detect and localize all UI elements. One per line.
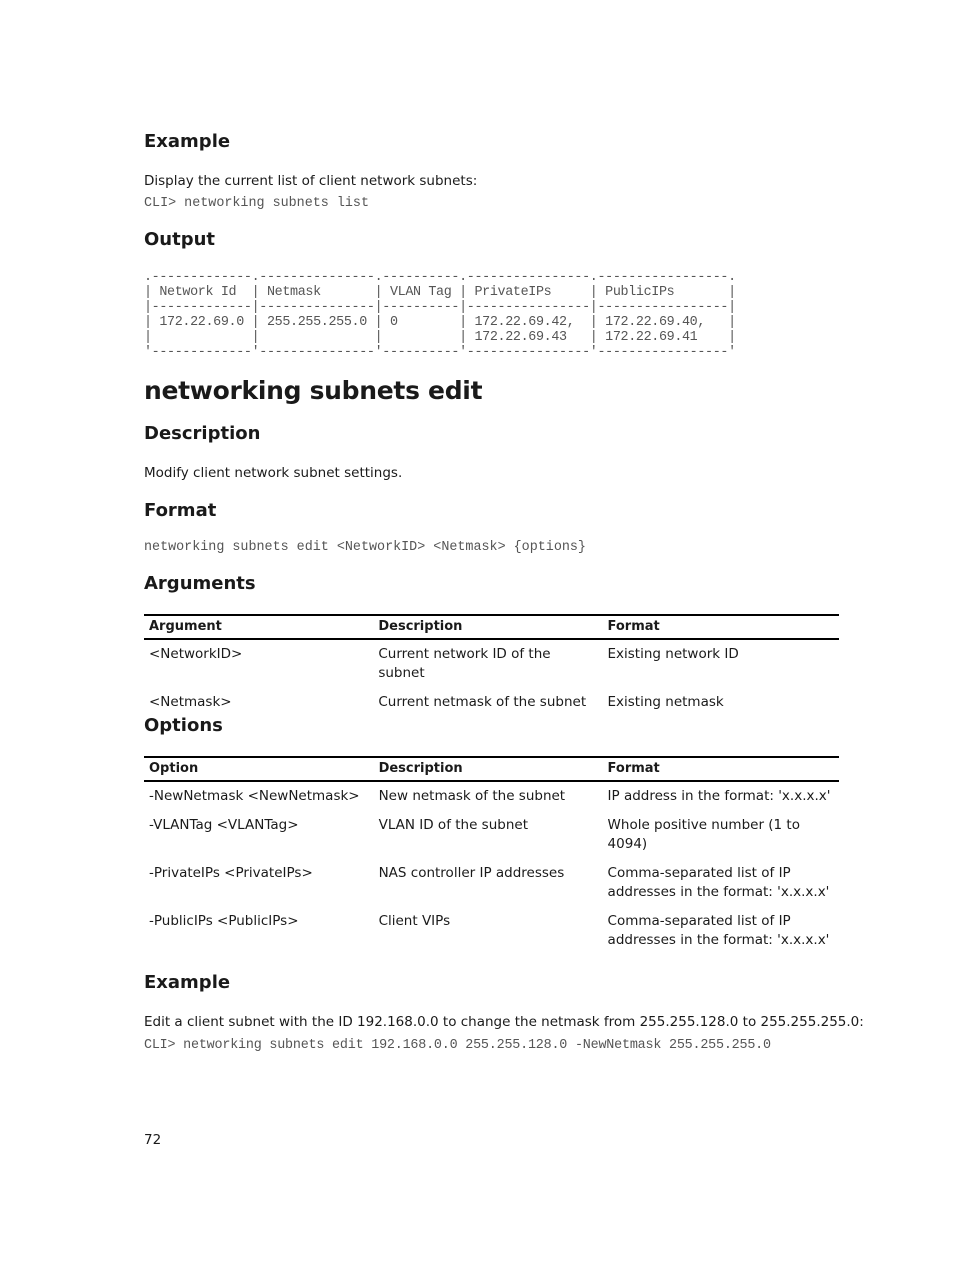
table-cell: Client VIPs [378,913,451,929]
table-cell: -VLANTag <VLANTag> [149,817,299,833]
table-row [144,781,839,811]
table-cell: New netmask of the subnet [378,788,566,804]
table-cell: Existing network ID [607,646,739,662]
column-header: Option [144,757,374,781]
table-cell: Current netmask of the subnet [378,694,587,710]
table-row [144,811,839,859]
example-heading: Example [144,972,231,993]
description-heading: Description [144,423,261,444]
example-text: Display the current list of client network subnets: [144,173,478,189]
table-cell: -PublicIPs <PublicIPs> [149,913,299,929]
column-header: Format [603,757,839,781]
format-command: networking subnets edit <NetworkID> <Netmask> {options} [144,540,586,555]
table-cell: <NetworkID> [149,646,243,662]
table-header-row [144,757,839,781]
table-row [144,688,839,717]
table-cell: -NewNetmask <NewNetmask> [149,788,360,804]
table-cell: Comma-separated list of IP addresses in the format: 'x.x.x.x' [607,913,830,948]
column-header: Argument [144,615,373,639]
table-cell: Comma-separated list of IP addresses in the format: 'x.x.x.x' [607,865,830,900]
options-table [144,756,839,955]
output-heading: Output [144,229,216,250]
output-table: .-------------.---------------.----------.----------------.-----------------. | Network Id | Netmask | VLAN Tag | PrivateIPs | PublicIPs | |-------------|---------------|----------|----------------|-----------------| | 172.22.69.0 | 255.255.255.0 | 0 | 172.22.69.42, | 172.22.69.40, | | | | | 172.22.69.43 | 172.22.69.41 | '-------------'---------------'----------'----------------'-----------------' [144,270,736,360]
column-header: Description [373,615,602,639]
table-cell: Whole positive number (1 to 4094) [607,817,800,852]
column-header: Format [603,615,840,639]
description-text: Modify client network subnet settings. [144,465,403,481]
table-cell: Existing netmask [607,694,724,710]
table-cell: IP address in the format: 'x.x.x.x' [607,788,831,804]
example-heading: Example [144,131,231,152]
arguments-table [144,614,839,717]
table-cell: VLAN ID of the subnet [378,817,529,833]
format-heading: Format [144,500,217,521]
table-row [144,907,839,955]
table-row [144,859,839,907]
arguments-heading: Arguments [144,573,256,594]
options-heading: Options [144,715,223,736]
example-text: Edit a client subnet with the ID 192.168.0.0 to change the netmask from 255.255.128.0 to 255.255.255.0: [144,1014,864,1030]
table-row [144,639,839,688]
column-header: Description [374,757,603,781]
page-title: networking subnets edit [144,376,483,405]
table-cell: <Netmask> [149,694,232,710]
table-cell: -PrivateIPs <PrivateIPs> [149,865,313,881]
table-header-row [144,615,839,639]
table-cell: Current network ID of the subnet [378,646,551,681]
table-cell: NAS controller IP addresses [378,865,565,881]
example-command: CLI> networking subnets list [144,196,369,211]
page-number: 72 [144,1132,162,1148]
example-command: CLI> networking subnets edit 192.168.0.0 255.255.128.0 -NewNetmask 255.255.255.0 [144,1038,771,1053]
